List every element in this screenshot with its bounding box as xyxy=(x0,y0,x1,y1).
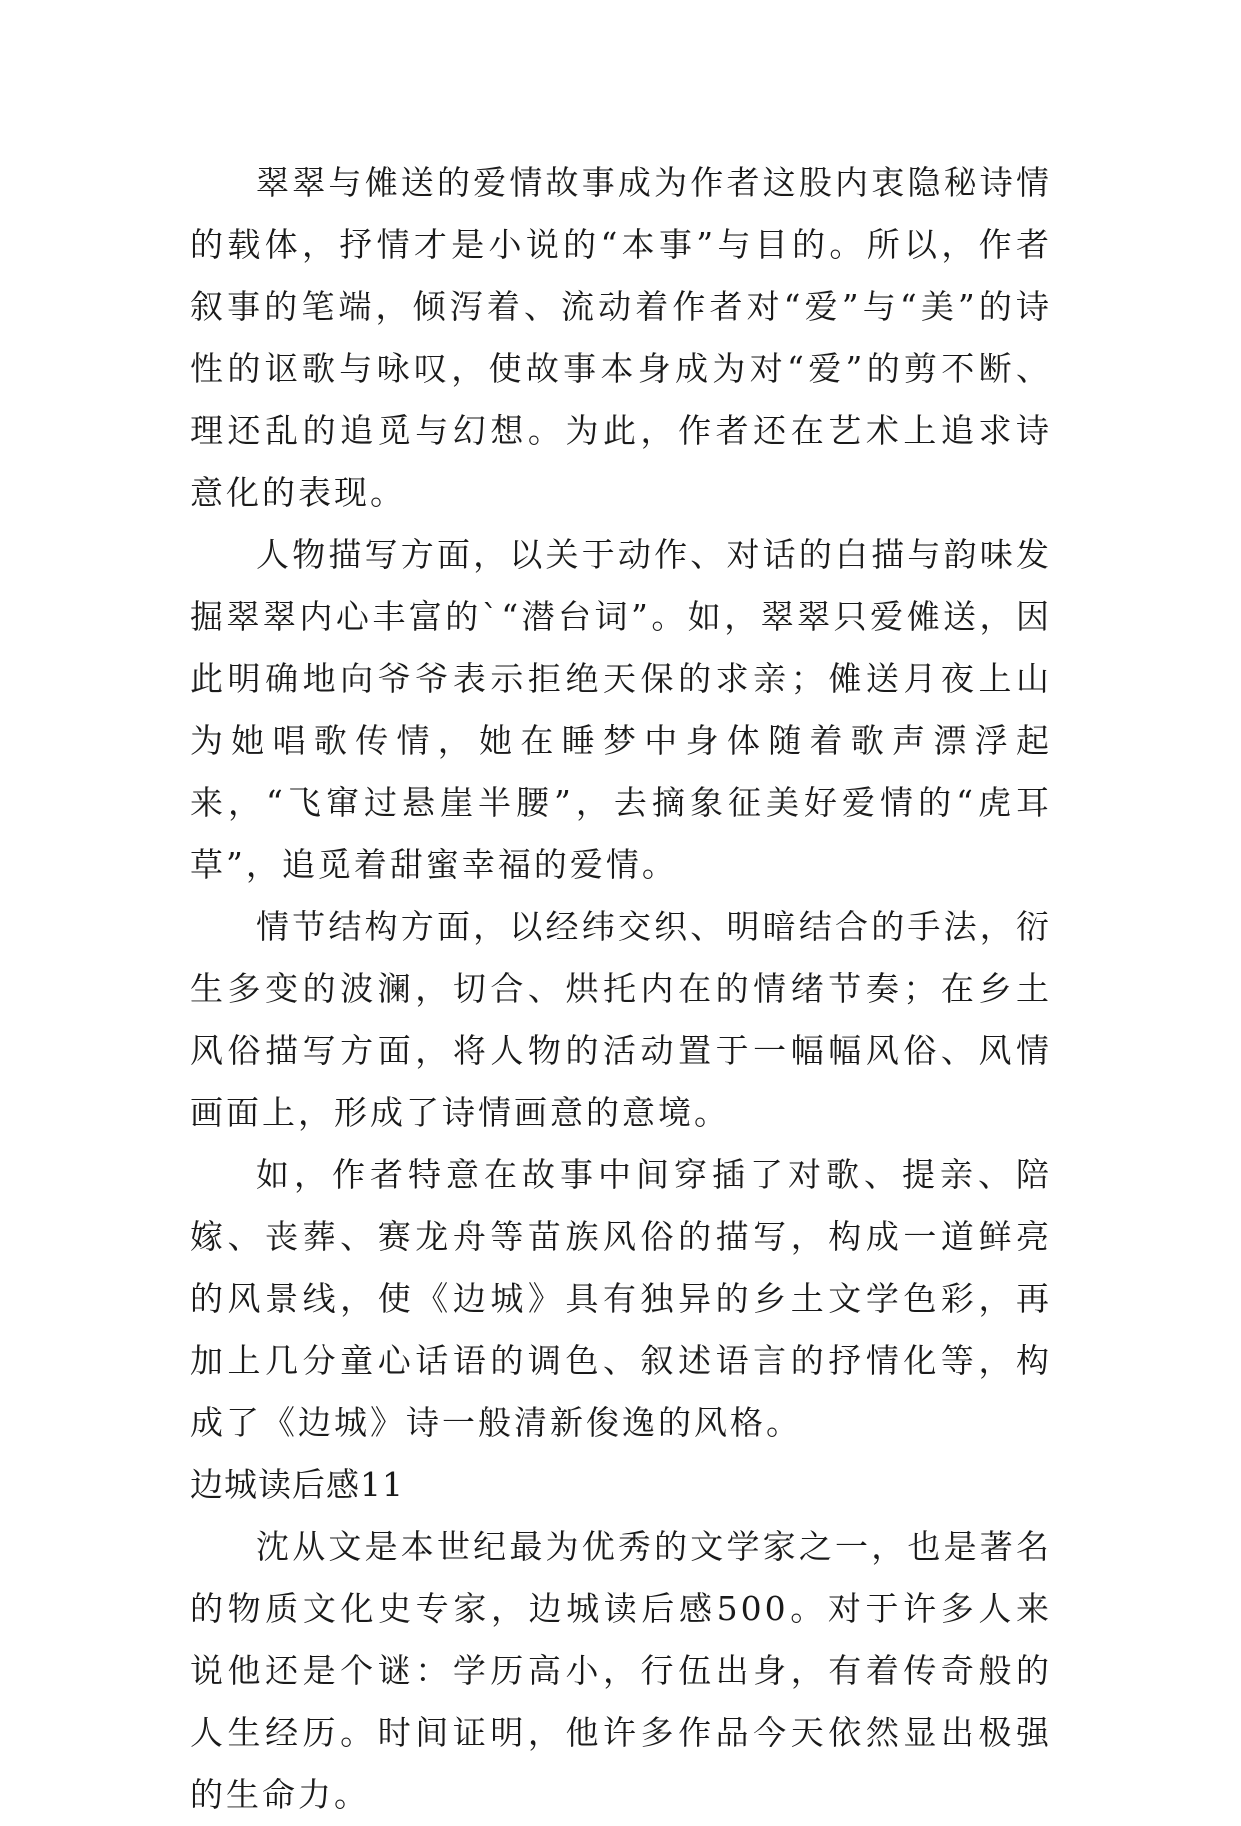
paragraph-5: 沈从文是本世纪最为优秀的文学家之一，也是著名的物质文化史专家，边城读后感500。对于许多人来说他还是个谜：学历高小，行伍出身，有着传奇般的人生经历。时间证明，他许多作品今天依然显出极强的生命力。 xyxy=(190,1527,1052,1814)
section-heading: 边城读后感11 xyxy=(190,1465,404,1504)
paragraph-4: 如，作者特意在故事中间穿插了对歌、提亲、陪嫁、丧葬、赛龙舟等苗族风俗的描写，构成一道鲜亮的风景线，使《边城》具有独异的乡土文学色彩，再加上几分童心话语的调色、叙述语言的抒情化等，构成了《边城》诗一般清新俊逸的风格。 xyxy=(190,1155,1052,1442)
paragraph-1: 翠翠与傩送的爱情故事成为作者这股内衷隐秘诗情的载体，抒情才是小说的“本事”与目的。所以，作者叙事的笔端，倾泻着、流动着作者对“爱”与“美”的诗性的讴歌与咏叹，使故事本身成为对“爱”的剪不断、理还乱的追觅与幻想。为此，作者还在艺术上追求诗意化的表现。 xyxy=(190,163,1052,512)
paragraph-3: 情节结构方面，以经纬交织、明暗结合的手法，衍生多变的波澜，切合、烘托内在的情绪节奏；在乡土风俗描写方面，将人物的活动置于一幅幅风俗、风情画面上，形成了诗情画意的意境。 xyxy=(190,907,1052,1132)
paragraph-2: 人物描写方面，以关于动作、对话的白描与韵味发掘翠翠内心丰富的`“潜台词”。如，翠翠只爱傩送，因此明确地向爷爷表示拒绝天保的求亲；傩送月夜上山为她唱歌传情，她在睡梦中身体随着歌声漂浮起来，“飞窜过悬崖半腰”，去摘象征美好爱情的“虎耳草”，追觅着甜蜜幸福的爱情。 xyxy=(190,535,1052,884)
document-body xyxy=(190,152,1052,1826)
